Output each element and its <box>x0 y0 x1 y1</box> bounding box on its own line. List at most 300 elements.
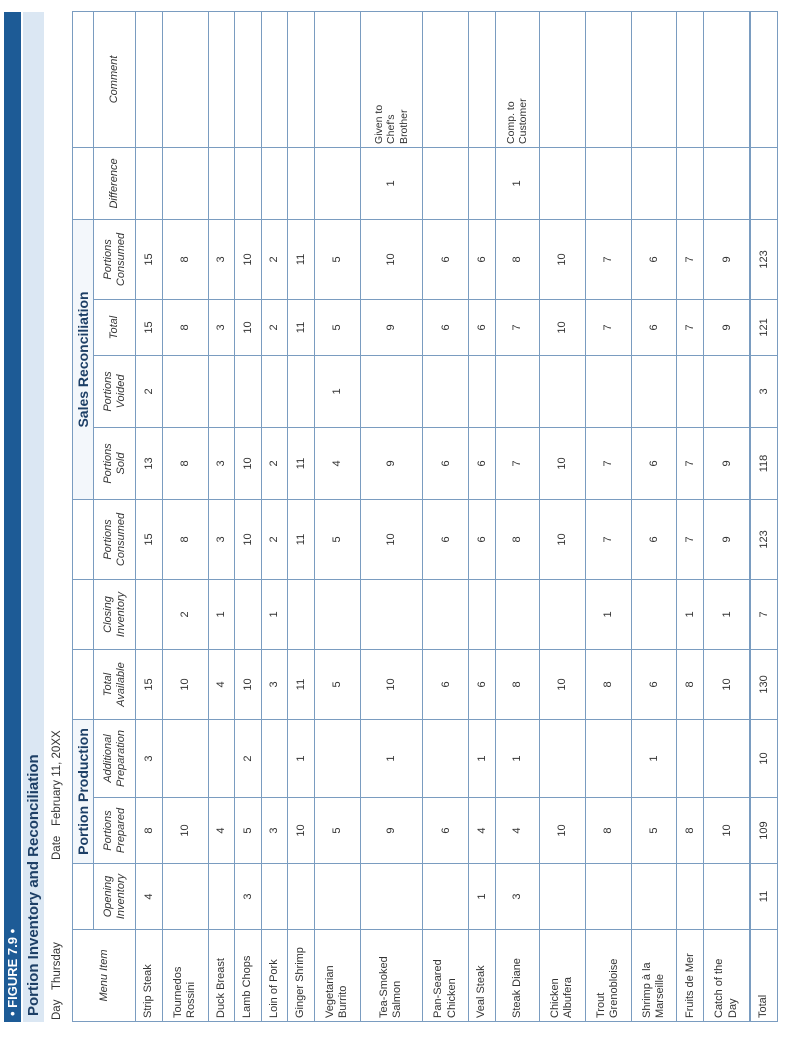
table-row <box>495 11 539 1021</box>
cell-opening <box>162 864 208 930</box>
cell-voided <box>288 355 315 427</box>
col-caption-line: Available <box>114 662 127 707</box>
cell-sold: 4 <box>314 427 360 499</box>
cell-consumed: 6 <box>469 499 496 579</box>
date-value: February 11, 20XX <box>51 730 63 826</box>
col-caption-line: Portions <box>101 519 114 560</box>
cell-total: 10 <box>539 299 585 355</box>
table-row <box>539 11 585 1021</box>
cell-closing <box>631 579 677 649</box>
comment-cell <box>208 11 235 147</box>
menu-item-cell <box>469 930 496 1022</box>
cell-voided <box>703 355 750 427</box>
menu-item-cell <box>288 930 315 1022</box>
menu-item-cell <box>360 930 423 1022</box>
text-line: Pan-Seared <box>432 959 445 1018</box>
cell-difference <box>539 147 585 219</box>
menu-item-cell <box>162 930 208 1022</box>
cell-consumed: 6 <box>631 499 677 579</box>
cell-closing: 1 <box>585 579 631 649</box>
col-additional-preparation <box>94 719 136 797</box>
total-row <box>750 11 777 1021</box>
col-portions-prepared <box>94 798 136 864</box>
cell-prepared: 5 <box>631 798 677 864</box>
cell-opening <box>631 864 677 930</box>
cell-consumed: 3 <box>208 499 235 579</box>
cell-available: 15 <box>136 649 163 719</box>
cell-additional: 3 <box>136 719 163 797</box>
cell-available: 6 <box>631 649 677 719</box>
cell-closing <box>314 579 360 649</box>
cell-available: 8 <box>585 649 631 719</box>
text-line: Shrimp à la <box>640 962 653 1018</box>
cell-voided <box>677 355 704 427</box>
cell-available: 3 <box>261 649 288 719</box>
comment-cell <box>136 11 163 147</box>
text-line: Chicken <box>445 978 458 1018</box>
cell-closing <box>288 579 315 649</box>
cell-opening: 1 <box>469 864 496 930</box>
cell-voided <box>423 355 469 427</box>
cell-prepared: 9 <box>360 798 423 864</box>
cell-consumed2: 11 <box>288 219 315 299</box>
cell-consumed: 11 <box>288 499 315 579</box>
col-caption-line: Portions <box>101 443 114 484</box>
cell-voided <box>235 355 262 427</box>
text-line: Steak Diane <box>510 958 523 1018</box>
col-caption-line: Portions <box>101 810 114 851</box>
comment-cell <box>495 11 539 147</box>
text-line: Given to <box>372 104 385 144</box>
cell-additional: 1 <box>469 719 496 797</box>
cell-voided <box>162 355 208 427</box>
cell-consumed2: 5 <box>314 219 360 299</box>
cell-prepared: 8 <box>585 798 631 864</box>
table-row <box>261 11 288 1021</box>
col-closing-inventory <box>94 579 136 649</box>
text-line: Comp. to <box>504 101 517 144</box>
cell-closing: 7 <box>750 579 777 649</box>
cell-sold: 7 <box>585 427 631 499</box>
cell-prepared: 5 <box>235 798 262 864</box>
cell-voided <box>631 355 677 427</box>
cell-sold: 3 <box>208 427 235 499</box>
cell-available: 130 <box>750 649 777 719</box>
cell-closing <box>469 579 496 649</box>
cell-prepared: 4 <box>208 798 235 864</box>
text-line: Fruits de Mer <box>683 953 696 1018</box>
text-line: Marseille <box>653 973 666 1018</box>
cell-sold: 6 <box>423 427 469 499</box>
cell-available: 10 <box>539 649 585 719</box>
cell-consumed: 123 <box>750 499 777 579</box>
comment-cell <box>235 11 262 147</box>
col-portions-consumed <box>94 499 136 579</box>
cell-available: 11 <box>288 649 315 719</box>
table-row <box>208 11 235 1021</box>
cell-prepared: 10 <box>288 798 315 864</box>
cell-consumed2: 15 <box>136 219 163 299</box>
cell-prepared: 10 <box>539 798 585 864</box>
cell-prepared: 3 <box>261 798 288 864</box>
col-caption-line: Consumed <box>114 512 127 567</box>
col-portions-voided <box>94 355 136 427</box>
cell-difference: 1 <box>360 147 423 219</box>
cell-consumed: 15 <box>136 499 163 579</box>
cell-difference <box>750 147 777 219</box>
cell-total: 7 <box>495 299 539 355</box>
cell-total: 7 <box>585 299 631 355</box>
col-portions-sold <box>94 427 136 499</box>
cell-sold: 8 <box>162 427 208 499</box>
col-caption-line: Opening <box>101 875 114 918</box>
cell-total: 9 <box>703 299 750 355</box>
cell-prepared: 6 <box>423 798 469 864</box>
cell-difference: 1 <box>495 147 539 219</box>
menu-item-cell <box>631 930 677 1022</box>
cell-consumed: 6 <box>423 499 469 579</box>
comment-cell <box>314 11 360 147</box>
table-row <box>677 11 704 1021</box>
cell-consumed: 2 <box>261 499 288 579</box>
text-line: Ginger Shrimp <box>294 947 307 1018</box>
cell-sold: 6 <box>469 427 496 499</box>
cell-available: 6 <box>423 649 469 719</box>
menu-item-cell <box>677 930 704 1022</box>
cell-additional <box>314 719 360 797</box>
cell-voided <box>469 355 496 427</box>
cell-difference <box>585 147 631 219</box>
cell-closing: 1 <box>261 579 288 649</box>
cell-total: 5 <box>314 299 360 355</box>
text-line: Rossini <box>185 981 198 1018</box>
cell-consumed2: 9 <box>703 219 750 299</box>
cell-opening <box>208 864 235 930</box>
cell-difference <box>261 147 288 219</box>
cell-sold: 6 <box>631 427 677 499</box>
col-caption-line: Prepared <box>114 807 127 854</box>
col-opening-inventory <box>94 864 136 930</box>
cell-available: 8 <box>677 649 704 719</box>
cell-additional <box>162 719 208 797</box>
group-portion-production: Portion Production <box>73 719 94 863</box>
comment-cell <box>261 11 288 147</box>
cell-additional: 1 <box>495 719 539 797</box>
cell-sold: 118 <box>750 427 777 499</box>
cell-consumed: 10 <box>539 499 585 579</box>
col-difference: Difference <box>94 147 136 219</box>
cell-difference <box>423 147 469 219</box>
menu-item-cell <box>423 930 469 1022</box>
text-line: Total <box>757 994 770 1018</box>
figure-title: Portion Inventory and Reconciliation <box>23 12 44 1022</box>
cell-voided <box>585 355 631 427</box>
comment-cell <box>703 11 750 147</box>
cell-consumed: 5 <box>314 499 360 579</box>
cell-available: 10 <box>703 649 750 719</box>
cell-available: 8 <box>495 649 539 719</box>
text-line: Chef's <box>385 114 398 144</box>
cell-sold: 10 <box>539 427 585 499</box>
cell-consumed: 10 <box>235 499 262 579</box>
text-line: Brother <box>397 109 410 144</box>
cell-difference <box>235 147 262 219</box>
cell-difference <box>288 147 315 219</box>
cell-voided <box>261 355 288 427</box>
cell-consumed: 8 <box>162 499 208 579</box>
cell-additional: 1 <box>631 719 677 797</box>
col-comment: Comment <box>94 11 136 147</box>
cell-total: 11 <box>288 299 315 355</box>
text-line: Grenobloise <box>608 958 621 1018</box>
cell-difference <box>136 147 163 219</box>
col-caption-line: Portions <box>101 239 114 280</box>
menu-item-cell <box>703 930 750 1022</box>
comment-cell <box>360 11 423 147</box>
cell-sold: 13 <box>136 427 163 499</box>
comment-cell <box>631 11 677 147</box>
menu-item-cell <box>585 930 631 1022</box>
cell-sold: 2 <box>261 427 288 499</box>
cell-consumed2: 3 <box>208 219 235 299</box>
text-line: Day <box>726 998 739 1018</box>
table-row <box>288 11 315 1021</box>
cell-consumed: 10 <box>360 499 423 579</box>
cell-additional <box>423 719 469 797</box>
col-caption-line: Sold <box>114 452 127 475</box>
text-line: Lamb Chops <box>241 955 254 1018</box>
cell-consumed2: 7 <box>677 219 704 299</box>
text-line: Loin of Pork <box>267 959 280 1018</box>
cell-opening: 4 <box>136 864 163 930</box>
cell-voided <box>495 355 539 427</box>
menu-item-cell <box>539 930 585 1022</box>
text-line: Vegetarian <box>324 965 337 1018</box>
text-line: Strip Steak <box>142 964 155 1018</box>
comment-cell <box>423 11 469 147</box>
col-caption-line: Inventory <box>114 873 127 920</box>
menu-item-cell <box>750 930 777 1022</box>
text-line: Tournedos <box>171 966 184 1018</box>
cell-sold: 10 <box>235 427 262 499</box>
day-value: Thursday <box>51 942 63 990</box>
cell-opening: 3 <box>495 864 539 930</box>
day-label: Day <box>51 999 63 1020</box>
menu-item-cell <box>495 930 539 1022</box>
cell-prepared: 4 <box>495 798 539 864</box>
cell-prepared: 4 <box>469 798 496 864</box>
cell-sold: 9 <box>703 427 750 499</box>
cell-prepared: 10 <box>703 798 750 864</box>
cell-consumed: 7 <box>585 499 631 579</box>
cell-prepared: 5 <box>314 798 360 864</box>
cell-consumed2: 6 <box>469 219 496 299</box>
cell-available: 6 <box>469 649 496 719</box>
text-line: Chicken <box>549 978 562 1018</box>
cell-additional <box>261 719 288 797</box>
text-line: Salmon <box>391 980 404 1018</box>
comment-cell <box>539 11 585 147</box>
cell-total: 10 <box>235 299 262 355</box>
table-row <box>631 11 677 1021</box>
date-label: Date <box>51 835 63 860</box>
cell-additional <box>677 719 704 797</box>
menu-item-cell <box>314 930 360 1022</box>
cell-difference <box>631 147 677 219</box>
cell-voided: 1 <box>314 355 360 427</box>
comment-cell <box>469 11 496 147</box>
col-caption-line: Inventory <box>114 591 127 638</box>
cell-additional: 1 <box>288 719 315 797</box>
cell-opening <box>703 864 750 930</box>
text-line: Veal Steak <box>475 965 488 1018</box>
cell-total: 121 <box>750 299 777 355</box>
cell-opening <box>585 864 631 930</box>
col-caption-line: Additional <box>101 734 114 783</box>
comment-cell <box>162 11 208 147</box>
cell-consumed: 9 <box>703 499 750 579</box>
cell-voided <box>208 355 235 427</box>
group-sales-reconciliation: Sales Reconciliation <box>73 219 94 499</box>
col-caption-line: Preparation <box>114 730 127 787</box>
cell-additional <box>585 719 631 797</box>
cell-total: 3 <box>208 299 235 355</box>
cell-voided <box>539 355 585 427</box>
cell-total: 8 <box>162 299 208 355</box>
cell-closing: 1 <box>208 579 235 649</box>
cell-total: 2 <box>261 299 288 355</box>
comment-cell <box>288 11 315 147</box>
table-row <box>360 11 423 1021</box>
cell-voided <box>360 355 423 427</box>
cell-sold: 7 <box>677 427 704 499</box>
cell-consumed2: 8 <box>495 219 539 299</box>
cell-available: 10 <box>360 649 423 719</box>
menu-item-cell <box>208 930 235 1022</box>
cell-opening <box>539 864 585 930</box>
cell-total: 7 <box>677 299 704 355</box>
cell-additional <box>208 719 235 797</box>
col-caption-line: Closing <box>101 596 114 633</box>
cell-consumed2: 7 <box>585 219 631 299</box>
cell-prepared: 10 <box>162 798 208 864</box>
cell-opening <box>423 864 469 930</box>
cell-sold: 11 <box>288 427 315 499</box>
text-line: Duck Breast <box>214 958 227 1018</box>
cell-consumed2: 2 <box>261 219 288 299</box>
comment-cell <box>750 11 777 147</box>
col-total: Total <box>94 299 136 355</box>
cell-opening <box>360 864 423 930</box>
cell-closing <box>360 579 423 649</box>
cell-sold: 9 <box>360 427 423 499</box>
text-line: Catch of the <box>713 958 726 1018</box>
text-line: Customer <box>517 98 530 144</box>
cell-closing <box>136 579 163 649</box>
menu-item-cell <box>261 930 288 1022</box>
table-row <box>136 11 163 1021</box>
cell-closing: 2 <box>162 579 208 649</box>
cell-difference <box>469 147 496 219</box>
cell-available: 5 <box>314 649 360 719</box>
text-line: Trout <box>594 992 607 1018</box>
cell-difference <box>208 147 235 219</box>
col-portions-consumed-2 <box>94 219 136 299</box>
cell-difference <box>677 147 704 219</box>
cell-prepared: 8 <box>136 798 163 864</box>
col-caption-line: Portions <box>101 371 114 412</box>
col-total-available <box>94 649 136 719</box>
cell-consumed2: 10 <box>539 219 585 299</box>
cell-total: 15 <box>136 299 163 355</box>
text-line: Burrito <box>337 985 350 1018</box>
cell-total: 6 <box>469 299 496 355</box>
cell-additional: 2 <box>235 719 262 797</box>
cell-total: 6 <box>423 299 469 355</box>
cell-opening <box>261 864 288 930</box>
cell-additional: 1 <box>360 719 423 797</box>
portion-table <box>72 11 778 1022</box>
cell-consumed2: 8 <box>162 219 208 299</box>
table-row <box>703 11 750 1021</box>
cell-voided: 2 <box>136 355 163 427</box>
cell-closing: 1 <box>703 579 750 649</box>
col-caption-line: Voided <box>114 374 127 409</box>
cell-total: 9 <box>360 299 423 355</box>
col-menu-item: Menu Item <box>73 930 136 1022</box>
cell-sold: 7 <box>495 427 539 499</box>
cell-opening: 11 <box>750 864 777 930</box>
cell-prepared: 109 <box>750 798 777 864</box>
cell-consumed2: 6 <box>631 219 677 299</box>
text-line: Tea-Smoked <box>378 956 391 1018</box>
cell-opening <box>677 864 704 930</box>
cell-opening <box>288 864 315 930</box>
figure-label: • FIGURE 7.9 • <box>4 12 21 1022</box>
cell-difference <box>703 147 750 219</box>
comment-cell <box>585 11 631 147</box>
cell-additional <box>539 719 585 797</box>
cell-closing <box>539 579 585 649</box>
menu-item-cell <box>136 930 163 1022</box>
cell-opening: 3 <box>235 864 262 930</box>
table-row <box>162 11 208 1021</box>
cell-voided: 3 <box>750 355 777 427</box>
cell-total: 6 <box>631 299 677 355</box>
cell-available: 10 <box>162 649 208 719</box>
cell-available: 10 <box>235 649 262 719</box>
cell-consumed2: 6 <box>423 219 469 299</box>
cell-available: 4 <box>208 649 235 719</box>
table-row <box>314 11 360 1021</box>
cell-difference <box>314 147 360 219</box>
menu-item-cell <box>235 930 262 1022</box>
cell-consumed2: 123 <box>750 219 777 299</box>
cell-closing <box>423 579 469 649</box>
cell-closing <box>495 579 539 649</box>
cell-closing: 1 <box>677 579 704 649</box>
cell-consumed: 7 <box>677 499 704 579</box>
cell-opening <box>314 864 360 930</box>
cell-consumed2: 10 <box>360 219 423 299</box>
col-caption-line: Consumed <box>114 232 127 287</box>
col-caption-line: Total <box>101 672 114 697</box>
table-row <box>585 11 631 1021</box>
cell-prepared: 8 <box>677 798 704 864</box>
cell-consumed2: 10 <box>235 219 262 299</box>
table-row <box>235 11 262 1021</box>
cell-consumed: 8 <box>495 499 539 579</box>
